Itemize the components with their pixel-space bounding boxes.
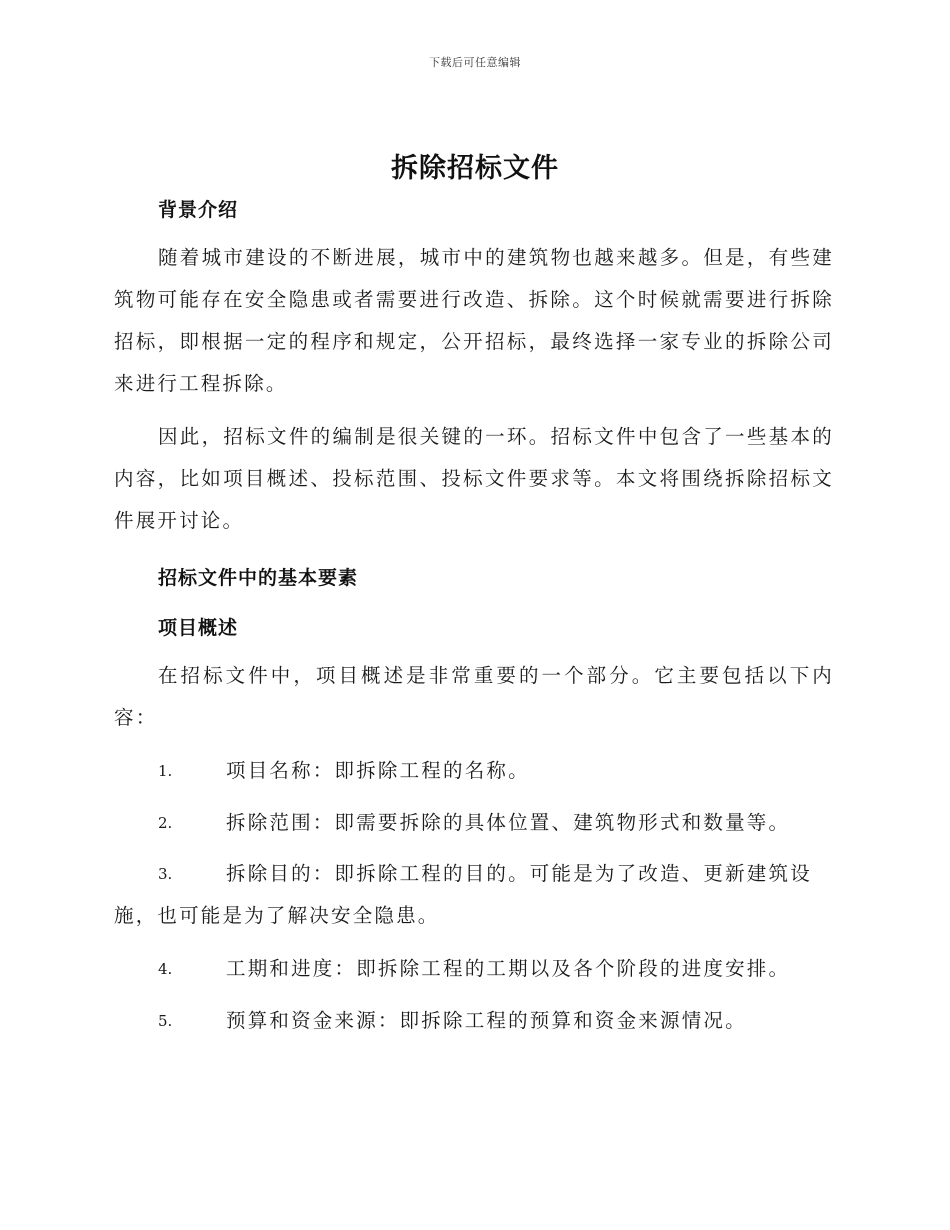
paragraph-background-2: 因此，招标文件的编制是很关键的一环。招标文件中包含了一些基本的内容，比如项目概述、投标范围、投标文件要求等。本文将围绕拆除招标文件展开讨论。 xyxy=(114,425,834,532)
list-item-text-continued: 施，也可能是为了解决安全隐患。 xyxy=(114,904,440,927)
section-heading-background: 背景介绍 xyxy=(158,199,239,221)
section-heading-overview: 项目概述 xyxy=(158,617,239,639)
section-heading-elements: 招标文件中的基本要素 xyxy=(158,567,359,589)
list-item-text: 拆除目的：即拆除工程的目的。可能是为了改造、更新建筑设 xyxy=(226,862,812,885)
list-item xyxy=(114,802,834,844)
list-item-text: 项目名称：即拆除工程的名称。 xyxy=(226,759,530,782)
list-item xyxy=(114,948,834,990)
list-item-number: 2. xyxy=(158,814,173,832)
list-item-text: 拆除范围：即需要拆除的具体位置、建筑物形式和数量等。 xyxy=(226,811,791,834)
document-title: 拆除招标文件 xyxy=(391,153,559,184)
list-item-number: 5. xyxy=(158,1012,173,1030)
list-item xyxy=(114,750,834,792)
list-item-number: 4. xyxy=(158,960,173,978)
list-item-number: 1. xyxy=(158,762,173,780)
list-item-text: 预算和资金来源：即拆除工程的预算和资金来源情况。 xyxy=(226,1009,747,1032)
paragraph-overview-1: 在招标文件中，项目概述是非常重要的一个部分。它主要包括以下内容： xyxy=(114,664,834,729)
list-item xyxy=(114,1000,834,1042)
header-note: 下载后可任意编辑 xyxy=(429,56,521,69)
list-item-text: 工期和进度：即拆除工程的工期以及各个阶段的进度安排。 xyxy=(226,957,791,980)
list-item-number: 3. xyxy=(158,865,173,883)
list-item xyxy=(114,853,834,937)
paragraph-background-1: 随着城市建设的不断进展，城市中的建筑物也越来越多。但是，有些建筑物可能存在安全隐患或者需要进行改造、拆除。这个时候就需要进行拆除招标，即根据一定的程序和规定，公开招标，最终选择一家专业的拆除公司来进行工程拆除。 xyxy=(114,246,834,395)
